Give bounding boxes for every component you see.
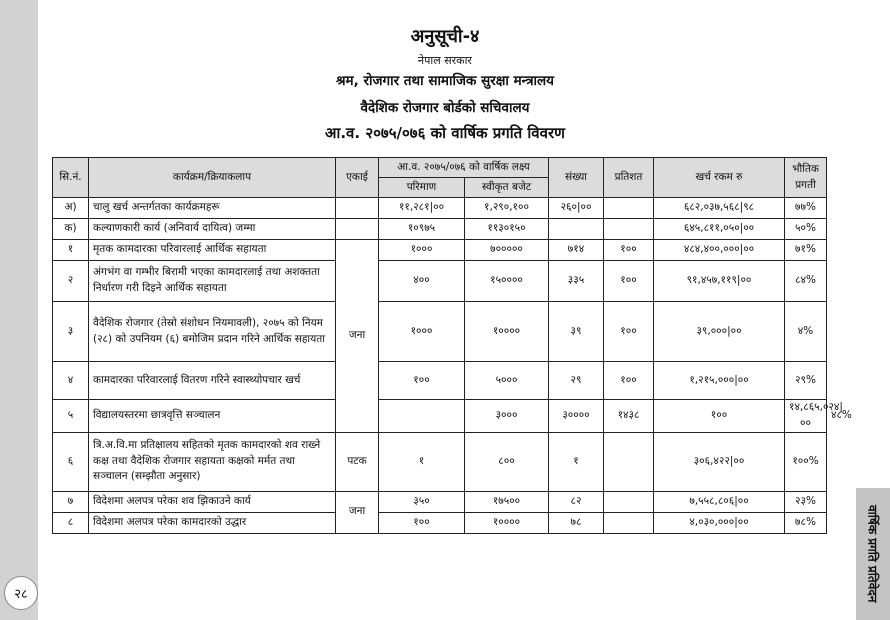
cell-quantity: १००: [379, 512, 465, 533]
cell-sn: अ): [53, 198, 89, 219]
cell-expense: ९१,४५७,११९|००: [654, 261, 785, 302]
cell-program: मृतक कामदारका परिवारलाई आर्थिक सहायता: [89, 240, 336, 261]
header-physical-progress: भौतिक प्रगती: [785, 158, 827, 198]
cell-unit: पटक: [336, 432, 379, 491]
page-number: २८: [4, 576, 38, 610]
cell-budget: १००००: [465, 302, 549, 362]
cell-progress: ७१%: [785, 240, 827, 261]
cell-expense: ७,५५८,८०६|००: [654, 491, 785, 512]
cell-count: ८२: [549, 491, 604, 512]
cell-expense: ४८४,४००,०००|००: [654, 240, 785, 261]
cell-progress: २९%: [785, 362, 827, 400]
cell-count: १४३८: [604, 400, 654, 433]
cell-unit: [379, 400, 465, 433]
cell-count: ३९: [549, 302, 604, 362]
cell-count: ३३५: [549, 261, 604, 302]
table-row: [53, 219, 827, 240]
cell-program: कल्याणकारी कार्य (अनिवार्य दायित्व) जम्मा: [89, 219, 336, 240]
report-title: आ.व. २०७५/०७६ को वार्षिक प्रगति विवरण: [325, 124, 565, 142]
cell-progress: ७८%: [785, 512, 827, 533]
cell-percent: [604, 491, 654, 512]
cell-program: त्रि.अ.वि.मा प्रतिक्षालय सहितको मृतक कामदारको शव राख्ने कक्ष तथा वैदेशिक रोजगार सहायता कक्षको मर्मत तथा सञ्चालन (सम्झौता अनुसार): [89, 432, 336, 491]
cell-percent: १००: [604, 240, 654, 261]
cell-percent: [604, 219, 654, 240]
cell-quantity: १०००: [379, 302, 465, 362]
cell-sn: ७: [53, 491, 89, 512]
cell-count: १: [549, 432, 604, 491]
annex-title: अनुसूची-४: [410, 26, 480, 47]
cell-budget: १५००००: [465, 261, 549, 302]
cell-program: कामदारका परिवारलाई वितरण गरिने स्वास्थ्योपचार खर्च: [89, 362, 336, 400]
cell-sn: ६: [53, 432, 89, 491]
cell-percent: १००: [604, 302, 654, 362]
header-annual-target: आ.व. २०७५/०७६ को वार्षिक लक्ष्य: [379, 158, 549, 178]
header-budget: स्वीकृत बजेट: [465, 178, 549, 198]
cell-count: ७८: [549, 512, 604, 533]
cell-count: ७१४: [549, 240, 604, 261]
header-count: संख्या: [549, 158, 604, 198]
cell-unit: [336, 198, 379, 219]
cell-budget: १००००: [465, 512, 549, 533]
cell-sn: ४: [53, 362, 89, 400]
cell-expense: ६८२,०३७,५६८|९८: [654, 198, 785, 219]
header-quantity: परिमाण: [379, 178, 465, 198]
cell-expense: १,२१५,०००|००: [654, 362, 785, 400]
cell-count: [549, 219, 604, 240]
table-row: [53, 261, 827, 302]
cell-quantity: १००: [379, 362, 465, 400]
cell-expense: ३९,०००|००: [654, 302, 785, 362]
left-margin-strip: [0, 0, 38, 620]
cell-budget: ८००: [465, 432, 549, 491]
table-row: [53, 302, 827, 362]
table-row: [53, 491, 827, 512]
cell-program: अंगभंग वा गम्भीर बिरामी भएका कामदारलाई तथा अशक्तता निर्धारण गरी दिइने आर्थिक सहायता: [89, 261, 336, 302]
cell-program: वैदेशिक रोजगार (तेस्रो संशोधन नियमावली), २०७५ को नियम (२८) को उपनियम (६) बमोजिम प्रदान गरिने आर्थिक सहायता: [89, 302, 336, 362]
header-unit: एकाई: [336, 158, 379, 198]
cell-progress: १००%: [785, 432, 827, 491]
cell-count: २९: [549, 362, 604, 400]
cell-quantity: १०००: [379, 240, 465, 261]
cell-budget: ११३०१५०: [465, 219, 549, 240]
header-expense: खर्च रकम रु: [654, 158, 785, 198]
cell-expense: १४,८६५,०२४|००: [785, 400, 827, 433]
section-tab-label: वार्षिक प्रगति प्रतिवेदन: [865, 505, 880, 603]
annual-progress-table: [52, 157, 852, 534]
cell-program: चालु खर्च अन्तर्गतका कार्यक्रमहरू: [89, 198, 336, 219]
office-name: वैदेशिक रोजगार बोर्डको सचिवालय: [360, 100, 530, 116]
cell-percent: [604, 512, 654, 533]
cell-count: २६०|००: [549, 198, 604, 219]
cell-quantity: ४००: [379, 261, 465, 302]
cell-percent: १००: [604, 261, 654, 302]
cell-progress: ७७%: [785, 198, 827, 219]
table-row: ५ विद्यालयस्तरमा छात्रवृत्ति सञ्चालन ३००० ३०००० १४३८ १०० १४,८६५,०२४|०० ४८%: [53, 400, 827, 433]
table-row: [53, 240, 827, 261]
cell-sn: १: [53, 240, 89, 261]
header-percent: प्रतिशत: [604, 158, 654, 198]
cell-unit-merged: जना: [336, 491, 379, 533]
cell-sn: २: [53, 261, 89, 302]
cell-program: विद्यालयस्तरमा छात्रवृत्ति सञ्चालन: [89, 400, 336, 433]
cell-expense: ३०६,४२२|००: [654, 432, 785, 491]
section-tab: [856, 488, 890, 620]
table-row: [53, 198, 827, 219]
cell-unit-merged: जना: [336, 240, 379, 433]
cell-progress: ८४%: [785, 261, 827, 302]
cell-progress: २३%: [785, 491, 827, 512]
cell-quantity: १०९७५: [379, 219, 465, 240]
government-name: नेपाल सरकार: [418, 54, 472, 67]
cell-expense: ६४५,८११,०५०|००: [654, 219, 785, 240]
cell-sn: ५: [53, 400, 89, 433]
cell-percent: १००: [604, 362, 654, 400]
table-row: [53, 432, 827, 491]
cell-budget: १,२९०,१००: [465, 198, 549, 219]
ministry-name: श्रम, रोजगार तथा सामाजिक सुरक्षा मन्त्रालय: [335, 73, 555, 89]
header-program: कार्यक्रम/क्रियाकलाप: [89, 158, 336, 198]
cell-budget: ३००००: [549, 400, 604, 433]
table-row: [53, 362, 827, 400]
cell-sn: क): [53, 219, 89, 240]
cell-percent: [604, 432, 654, 491]
table-row: [53, 512, 827, 533]
cell-expense: ४,०३०,०००|००: [654, 512, 785, 533]
cell-budget: १७५००: [465, 491, 549, 512]
header-sn: सि.नं.: [53, 158, 89, 198]
cell-percent: १००: [654, 400, 785, 433]
cell-budget: ५०००: [465, 362, 549, 400]
cell-program: विदेशमा अलपत्र परेका शव झिकाउने कार्य: [89, 491, 336, 512]
cell-progress: ५०%: [785, 219, 827, 240]
cell-quantity: ३५०: [379, 491, 465, 512]
cell-quantity: ११,२८१|००: [379, 198, 465, 219]
cell-percent: [604, 198, 654, 219]
cell-unit: [336, 219, 379, 240]
cell-program: विदेशमा अलपत्र परेका कामदारको उद्धार: [89, 512, 336, 533]
cell-sn: ३: [53, 302, 89, 362]
cell-sn: ८: [53, 512, 89, 533]
cell-quantity: १: [379, 432, 465, 491]
cell-quantity: ३०००: [465, 400, 549, 433]
cell-budget: ७०००००: [465, 240, 549, 261]
cell-progress: ४%: [785, 302, 827, 362]
